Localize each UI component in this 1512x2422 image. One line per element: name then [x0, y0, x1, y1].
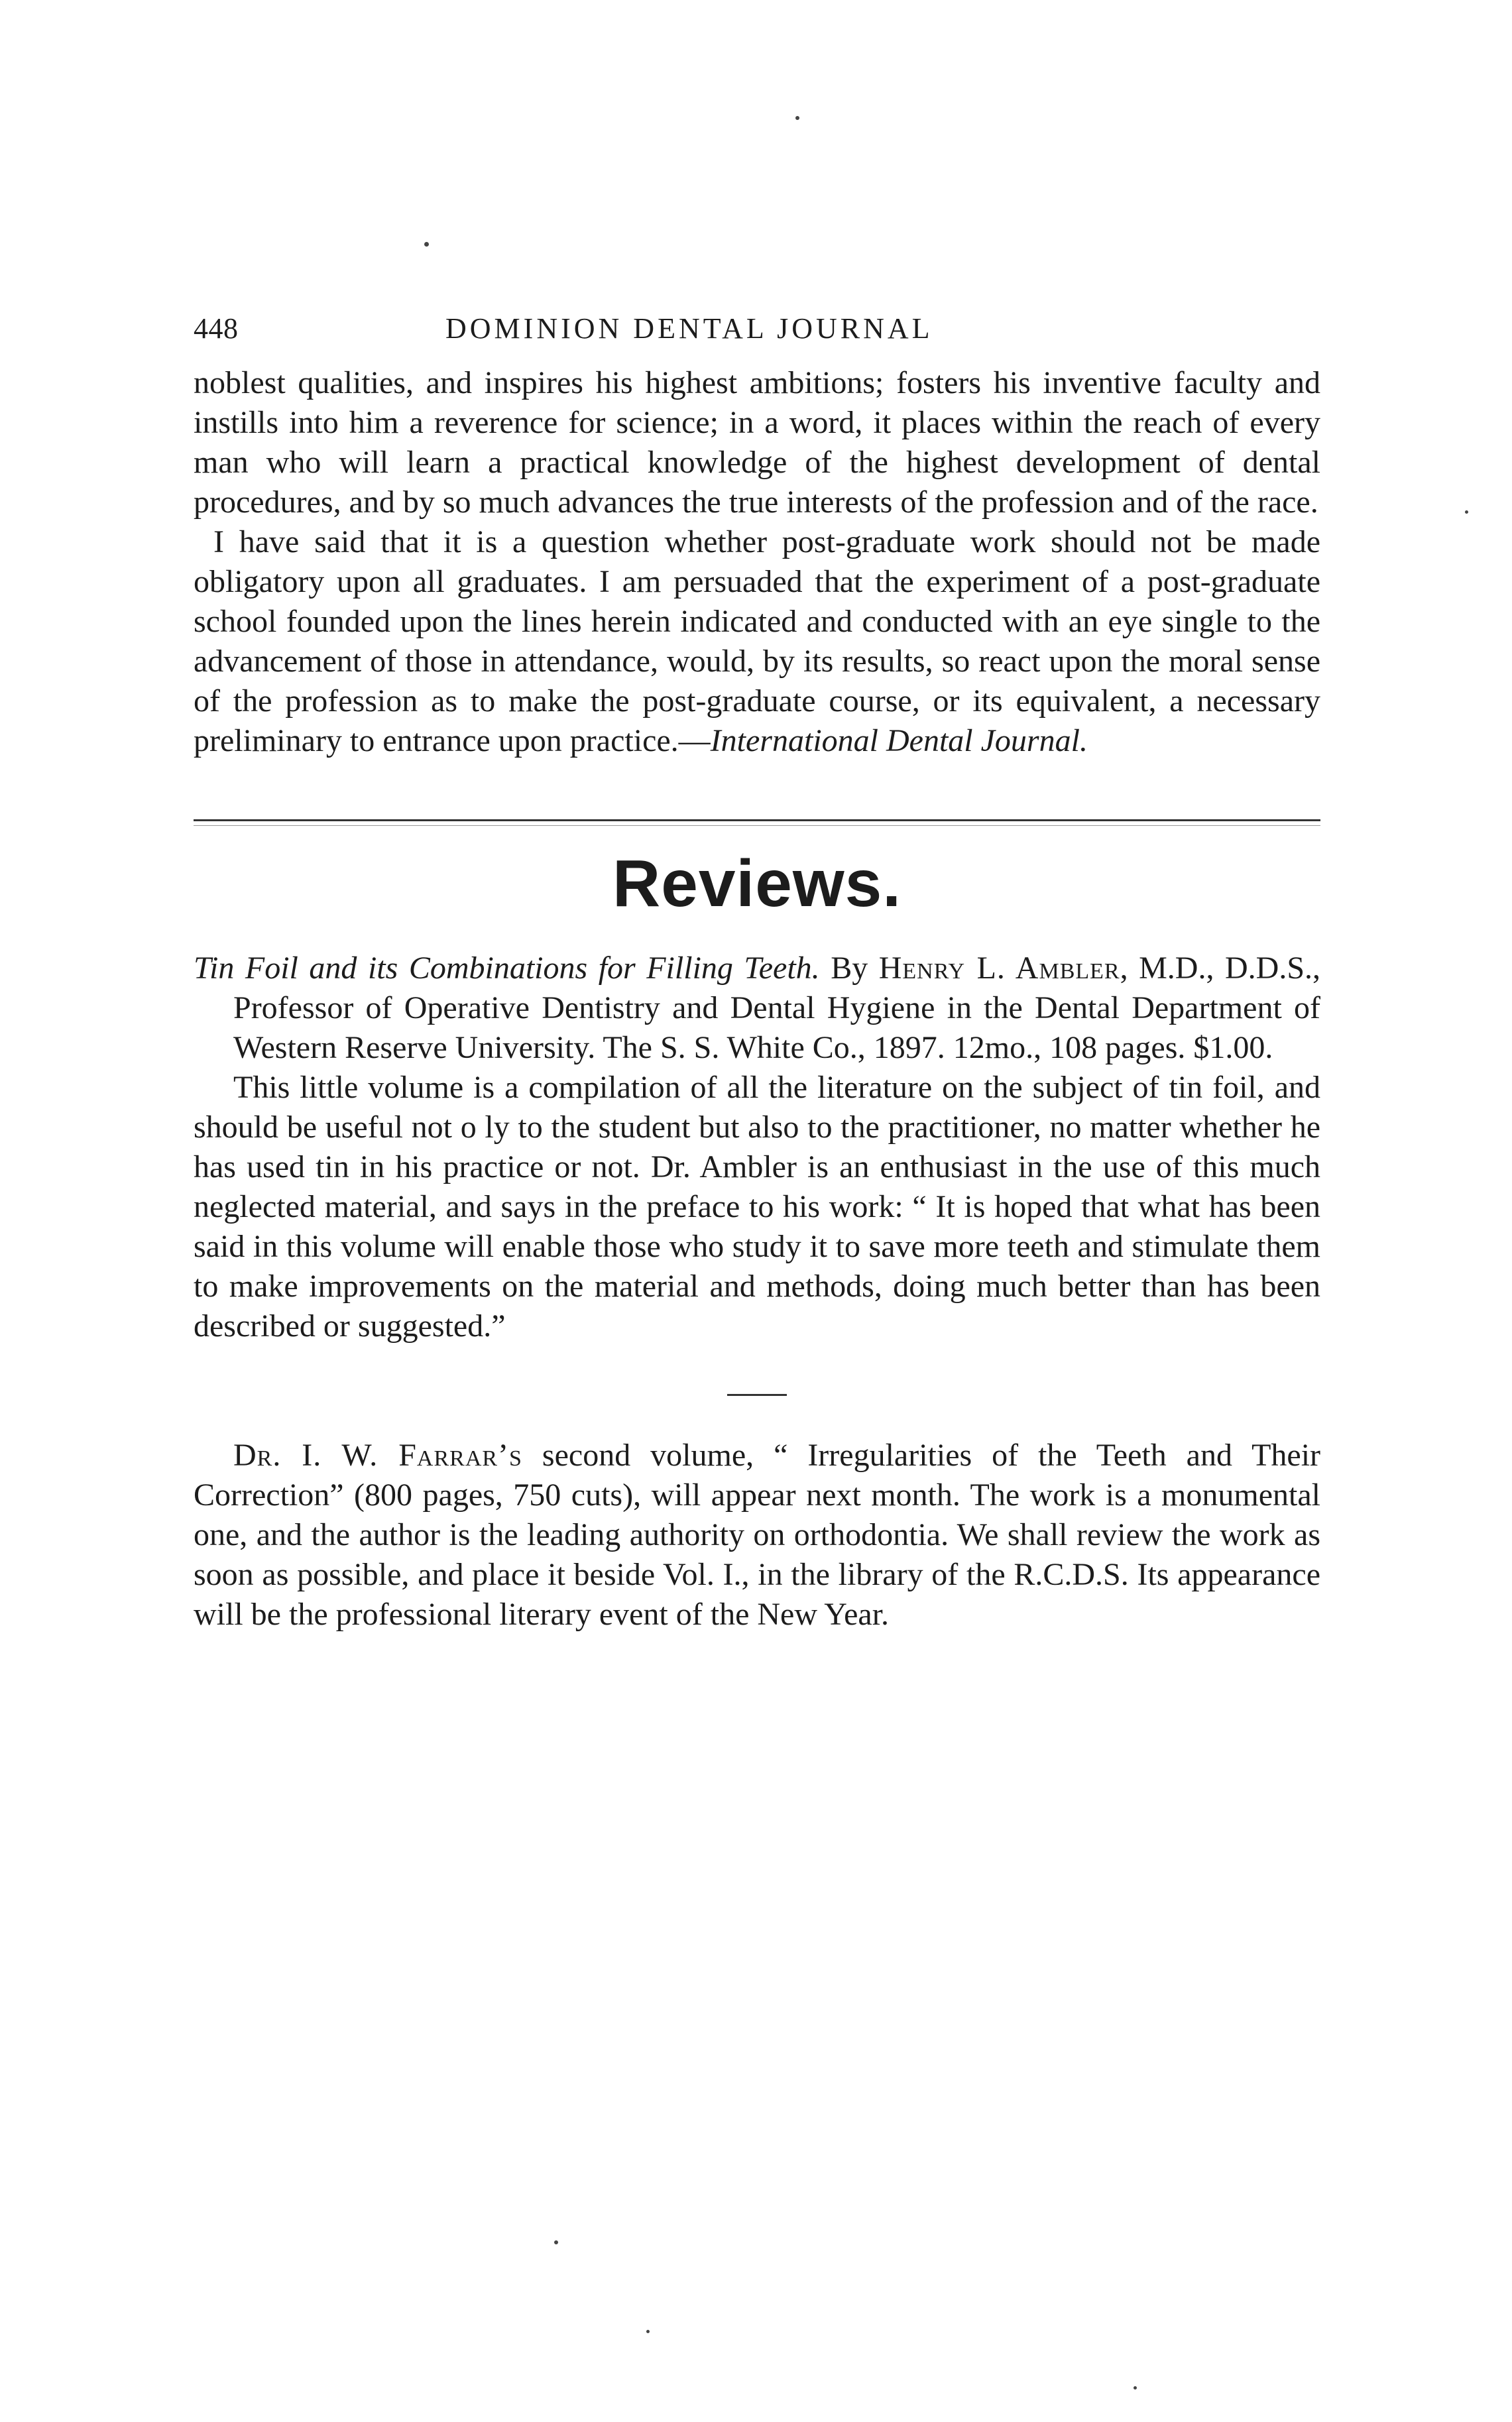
short-divider	[727, 1394, 787, 1396]
print-speck	[424, 242, 429, 247]
review-summary: This little volume is a compilation of all the literature on the subject of tin foil, and should be useful not o ly to the student but also to the practitioner, no matter whether he has used tin in his practice or not. Dr. Ambler is an enthusiast in the use of this much neglected material, and says in the preface to his work: “ It is hoped that what has been said in this volume will enable those who study it to save more teeth and stimulate them to make improvements on the material and methods, doing much better than has been described or suggested.”	[194, 1070, 1320, 1344]
book-title: Tin Foil and its Combinations for Filling Teeth.	[194, 951, 820, 986]
notice-paragraph	[194, 1436, 1320, 1635]
page-number: 448	[194, 312, 239, 345]
running-head	[194, 312, 1320, 358]
paragraph-text: noblest qualities, and inspires his highest ambitions; fosters his inventive faculty and instills into him a reverence for science; in a word, it places within the reach of every man who will learn a practical knowledge of the highest development of dental procedures, and by so much advances the true interests of the profession and of the race.	[194, 365, 1320, 520]
by-label: By	[831, 951, 868, 986]
section-divider	[194, 819, 1320, 826]
book-details: , M.D., D.D.S., Professor of Operative Dentistry and Dental Hygiene in the Dental Department of Western Reserve University. The S. S. White Co., 1897. 12mo., 108 pages. $1.00.	[233, 951, 1321, 1065]
paragraph-text: I have said that it is a question whether post-graduate work should not be made obligatory upon all graduates. I am persuaded that the experiment of a post-graduate school founded upon the lines herein indicated and conducted with an eye single to the advancement of those in attendance, would, by its results, so react upon the moral sense of the profession as to make the post-graduate course, or its equivalent, a necessary preliminary to entrance upon practice.—	[194, 524, 1320, 758]
continued-article	[194, 363, 1320, 761]
review-citation	[194, 949, 1320, 1068]
print-speck	[795, 116, 799, 120]
review-entry	[194, 949, 1320, 1346]
notice-lead: Dr. I. W. Farrar’s	[233, 1438, 522, 1473]
article-paragraph	[194, 522, 1320, 761]
print-speck	[646, 2330, 650, 2333]
journal-page	[194, 312, 1320, 1635]
journal-title: DOMINION DENTAL JOURNAL	[445, 312, 933, 345]
print-speck	[554, 2240, 558, 2244]
article-source: International Dental Journal.	[710, 723, 1088, 758]
section-title: Reviews.	[612, 846, 902, 921]
notice-text: second volume, “ Irregularities of the Teeth and Their Correction” (800 pages, 750 cuts), will appear next month. The work is a monumental one, and the author is the leading authority on orthodontia. We shall review the work as soon as possible, and place it beside Vol. I., in the library of the R.C.D.S. Its appearance will be the professional literary event of the New Year.	[194, 1438, 1321, 1632]
print-speck	[1465, 510, 1468, 514]
print-speck	[1134, 2386, 1137, 2390]
book-author: Henry L. Ambler	[878, 951, 1120, 986]
article-paragraph	[194, 363, 1320, 522]
